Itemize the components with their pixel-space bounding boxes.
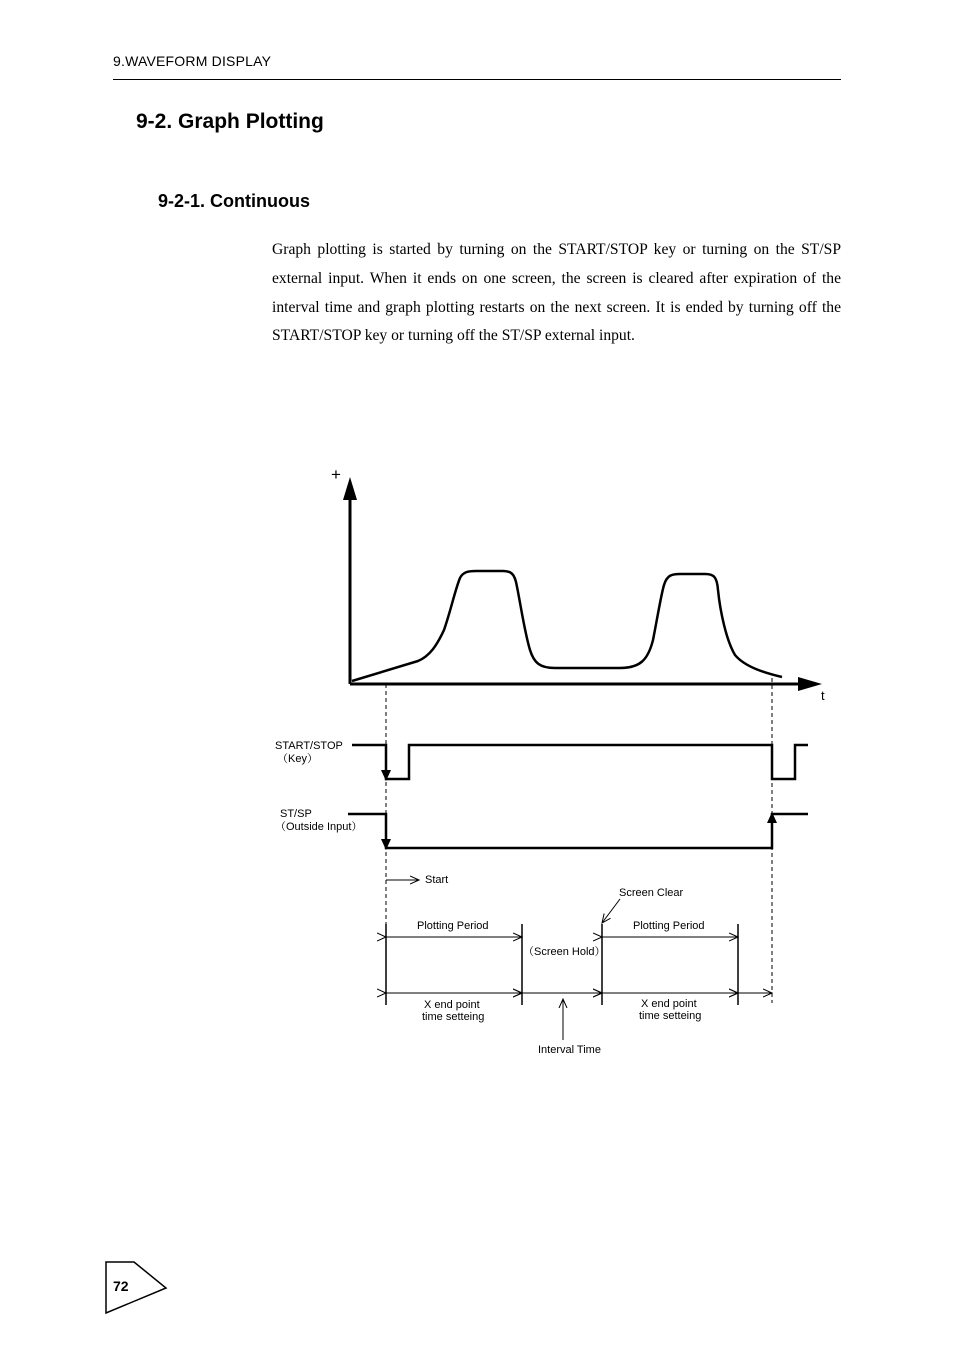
x-end-point-2-line1: X end point (641, 998, 697, 1010)
startstop-sublabel: （Key） (277, 753, 318, 765)
chapter-header: 9.WAVEFORM DISPLAY (113, 53, 272, 69)
stsp-label: ST/SP (280, 808, 312, 820)
x-end-point-1-line2: time setteing (422, 1011, 485, 1023)
plotting-period-2-label: Plotting Period (633, 920, 705, 932)
section-title: 9-2. Graph Plotting (136, 110, 324, 133)
interval-time-label: Interval Time (538, 1044, 601, 1056)
screen-clear-label: Screen Clear (619, 887, 684, 899)
screen-hold-label: （Screen Hold） (523, 946, 606, 958)
stsp-sublabel: （Outside Input） (275, 821, 363, 833)
subsection-title: 9-2-1. Continuous (158, 191, 310, 211)
x-end-point-2-line2: time setteing (639, 1010, 702, 1022)
x-end-point-1-line1: X end point (424, 999, 480, 1011)
start-label: Start (425, 874, 449, 886)
plotting-period-1-label: Plotting Period (417, 920, 489, 932)
body-paragraph: Graph plotting is started by turning on the START/STOP key or turning on the ST/SP external input. When it ends on one screen, the screen is cleared after expiration of the interval time and graph plotting restarts on the next screen. It is ended by turning off the START/STOP key or turning off the ST/SP external input. (272, 241, 841, 345)
page-number: 72 (113, 1278, 129, 1294)
x-axis-label: t (821, 688, 825, 703)
startstop-label: START/STOP (275, 740, 343, 752)
y-axis-symbol: + (331, 465, 341, 484)
